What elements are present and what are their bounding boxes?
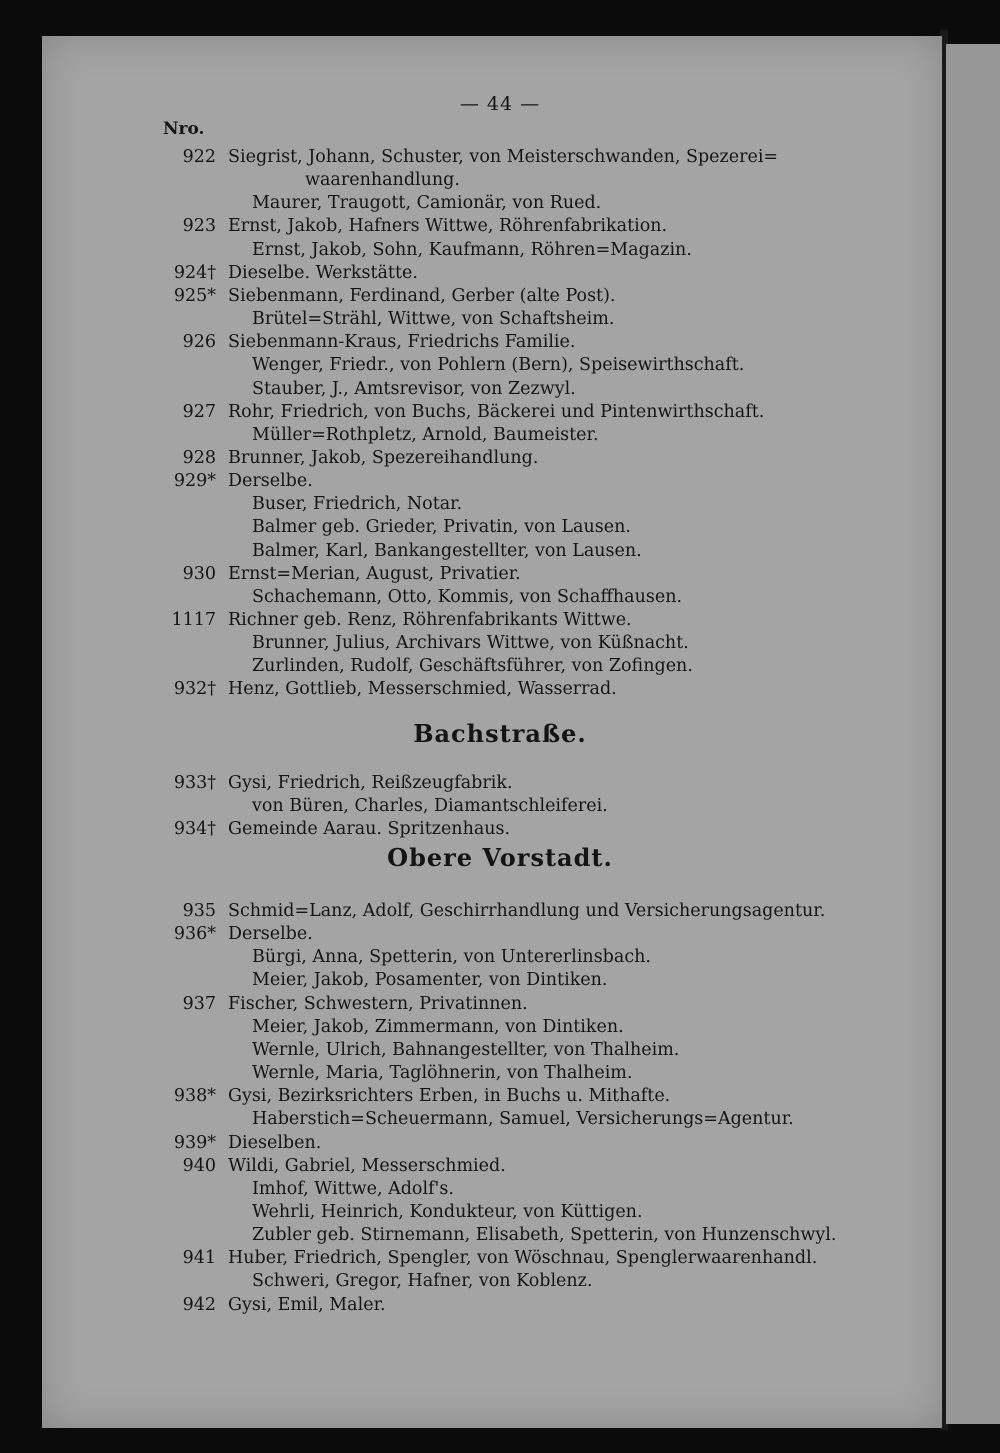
resident-line-continued: Schachemann, Otto, Kommis, von Schaffhausen. xyxy=(252,586,683,607)
resident-line: Siebenmann-Kraus, Friedrichs Familie. xyxy=(228,332,576,353)
resident-line: Dieselben. xyxy=(228,1132,322,1153)
resident-line: Henz, Gottlieb, Messerschmied, Wasserrad. xyxy=(228,679,617,700)
resident-line-continued: Wernle, Ulrich, Bahnangestellter, von Thalheim. xyxy=(252,1039,680,1060)
resident-line-continued: Ernst, Jakob, Sohn, Kaufmann, Röhren=Magazin. xyxy=(252,239,692,260)
house-number: 936* xyxy=(173,924,216,945)
section-heading: Bachstraße. xyxy=(413,719,587,748)
resident-line-continued: Wernle, Maria, Taglöhnerin, von Thalheim. xyxy=(252,1063,633,1084)
resident-line-continued: Schweri, Gregor, Hafner, von Koblenz. xyxy=(252,1271,593,1292)
resident-line-continued: Wenger, Friedr., von Pohlern (Bern), Speisewirthschaft. xyxy=(252,355,745,376)
resident-line: Siebenmann, Ferdinand, Gerber (alte Post). xyxy=(228,285,616,306)
house-number: 928 xyxy=(182,447,216,468)
resident-line-continued: waarenhandlung. xyxy=(305,170,460,191)
resident-line-continued: Brunner, Julius, Archivars Wittwe, von Küßnacht. xyxy=(252,633,689,654)
house-number: 934† xyxy=(173,819,216,840)
resident-line: Dieselbe. Werkstätte. xyxy=(228,262,418,283)
resident-line-continued: Imhof, Wittwe, Adolf's. xyxy=(252,1178,454,1199)
house-number: 925* xyxy=(173,285,216,306)
resident-line-continued: Balmer geb. Grieder, Privatin, von Lausen. xyxy=(252,517,631,538)
house-number: 933† xyxy=(173,773,216,793)
resident-line: Huber, Friedrich, Spengler, von Wöschnau, Spenglerwaarenhandl. xyxy=(228,1248,818,1269)
house-number: 935 xyxy=(182,901,216,921)
resident-line: Siegrist, Johann, Schuster, von Meisterschwanden, Spezerei= xyxy=(228,147,779,167)
resident-line: Brunner, Jakob, Spezereihandlung. xyxy=(228,447,539,468)
house-number: 926 xyxy=(182,332,216,353)
house-number: 930 xyxy=(182,563,216,584)
resident-line-continued: Maurer, Traugott, Camionär, von Rued. xyxy=(252,193,602,214)
resident-line-continued: von Büren, Charles, Diamantschleiferei. xyxy=(252,796,608,817)
resident-line-continued: Zurlinden, Rudolf, Geschäftsführer, von Zofingen. xyxy=(252,656,693,677)
house-number: 1117 xyxy=(171,610,216,630)
resident-line-continued: Wehrli, Heinrich, Kondukteur, von Küttigen. xyxy=(252,1201,643,1222)
house-number: 940 xyxy=(182,1155,216,1176)
resident-line: Gemeinde Aarau. Spritzenhaus. xyxy=(228,819,511,840)
resident-line-continued: Meier, Jakob, Zimmermann, von Dintiken. xyxy=(252,1016,624,1037)
resident-line: Wildi, Gabriel, Messerschmied. xyxy=(228,1155,506,1176)
house-number: 942 xyxy=(182,1294,216,1315)
resident-line-continued: Haberstich=Scheuermann, Samuel, Versicherungs=Agentur. xyxy=(252,1109,794,1130)
house-number: 941 xyxy=(182,1248,216,1269)
house-number: 932† xyxy=(173,679,216,700)
resident-line: Derselbe. xyxy=(228,471,313,492)
house-number: 938* xyxy=(173,1086,216,1107)
house-number: 939* xyxy=(173,1132,216,1153)
resident-line: Ernst=Merian, August, Privatier. xyxy=(228,563,521,584)
house-number: 929* xyxy=(173,471,216,492)
resident-line: Gysi, Emil, Maler. xyxy=(228,1294,386,1315)
page-number: — 44 — xyxy=(459,93,541,115)
resident-line-continued: Brütel=Strähl, Wittwe, von Schaftsheim. xyxy=(252,309,615,330)
resident-line-continued: Zubler geb. Stirnemann, Elisabeth, Spetterin, von Hunzenschwyl. xyxy=(252,1225,837,1246)
column-header-nro: Nro. xyxy=(163,119,205,139)
house-number: 922 xyxy=(182,147,216,167)
resident-line: Derselbe. xyxy=(228,924,313,945)
resident-line: Ernst, Jakob, Hafners Wittwe, Röhrenfabrikation. xyxy=(228,216,668,237)
resident-line: Gysi, Bezirksrichters Erben, in Buchs u. Mithafte. xyxy=(228,1086,671,1107)
resident-line: Rohr, Friedrich, von Buchs, Bäckerei und Pintenwirthschaft. xyxy=(228,401,765,422)
resident-line: Schmid=Lanz, Adolf, Geschirrhandlung und Versicherungsagentur. xyxy=(228,901,826,921)
section-heading: Obere Vorstadt. xyxy=(387,843,613,872)
resident-line-continued: Buser, Friedrich, Notar. xyxy=(252,494,463,515)
resident-line: Gysi, Friedrich, Reißzeugfabrik. xyxy=(228,773,513,793)
resident-line-continued: Meier, Jakob, Posamenter, von Dintiken. xyxy=(252,970,608,991)
resident-line: Fischer, Schwestern, Privatinnen. xyxy=(228,993,528,1014)
house-number: 924† xyxy=(173,262,216,283)
house-number: 937 xyxy=(182,993,216,1014)
resident-line: Richner geb. Renz, Röhrenfabrikants Wittwe. xyxy=(228,610,632,630)
resident-line-continued: Müller=Rothpletz, Arnold, Baumeister. xyxy=(252,424,599,445)
house-number: 927 xyxy=(182,401,216,422)
resident-line-continued: Stauber, J., Amtsrevisor, von Zezwyl. xyxy=(252,378,576,399)
resident-line-continued: Bürgi, Anna, Spetterin, von Untererlinsbach. xyxy=(252,947,651,968)
house-number: 923 xyxy=(182,216,216,237)
resident-line-continued: Balmer, Karl, Bankangestellter, von Lausen. xyxy=(252,540,642,561)
